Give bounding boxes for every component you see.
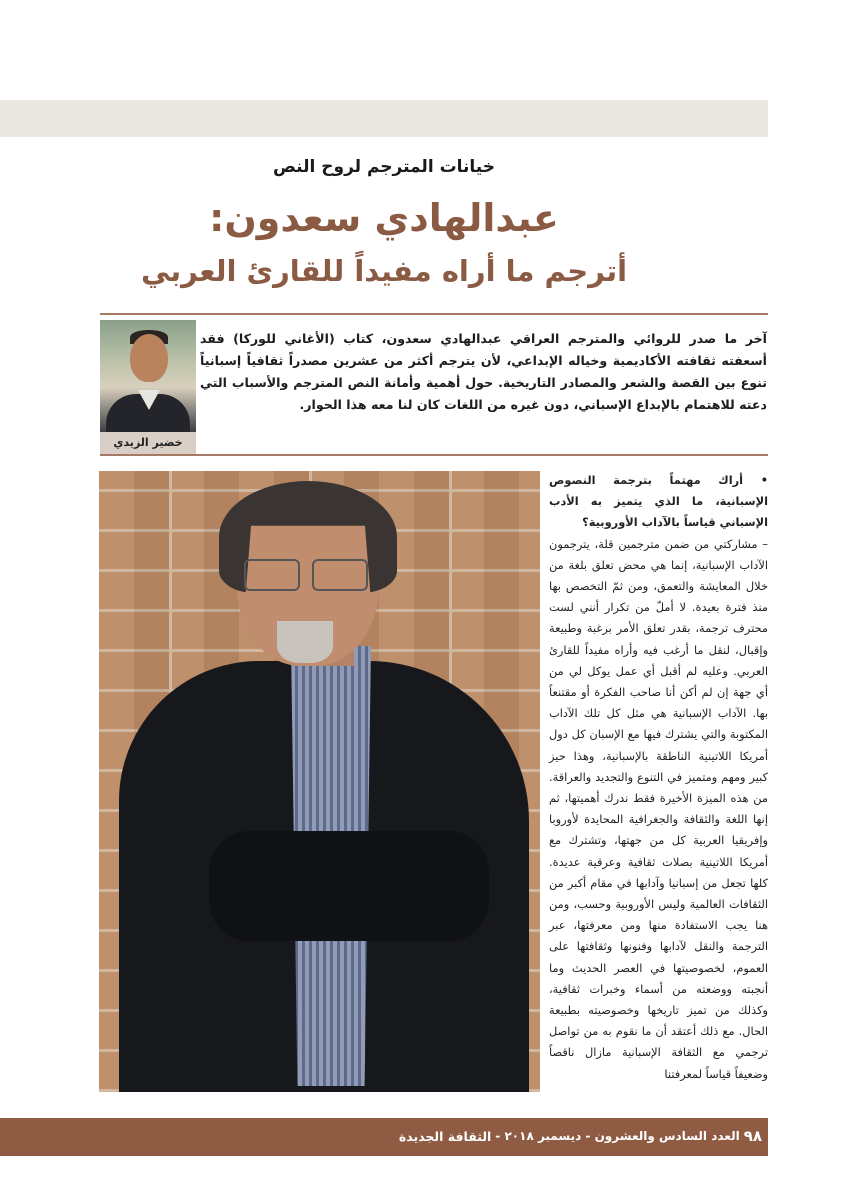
article-headline: عبدالهادي سعدون:: [209, 196, 559, 240]
intro-bottom-rule: [100, 454, 768, 456]
magazine-name: الثقافة الجديدة: [398, 1128, 492, 1144]
page-number: ٩٨: [743, 1127, 762, 1145]
author-caption: خضير الزيدي: [100, 432, 196, 454]
interviewee-photo: [99, 471, 540, 1092]
author-photo: [100, 320, 196, 432]
interview-column: [549, 470, 768, 1085]
interview-answer: – مشاركتي من ضمن مترجمين قلة، يترجمون الآداب الإسبانية، إنما هي محض تعلق بلغة من خلال المعايشة والتعمق، ومن ثمّ التخصص بها منذ فترة بعيدة. لا أملّ من تكرار أنني لست محترف ترجمة، بقدر تعلق الأمر برغبة وطبيعة وإقبال، لنقل ما أرغب فيه وأراه مفيداً للقارئ العربي. وعليه لم أقبل أي عمل يوكل لي من أي جهة إن لم أكن أنا صاحب الفكرة أو مقتنعاً بها. الآداب الإسبانية هي مثل كل تلك الآداب المكتوبة والتي يشترك فيها مع الإسبان كل دول أمريكا اللاتينية الناطقة بالإسبانية، وهذا حيز كبير ومهم ومتميز في التنوع والتجديد والعراقة. من هذه الميزة الأخيرة فقط ندرك أهميتها، ثم إنها اللغة والثقافة والجغرافية المحايدة لأوروبا وإفريقيا العربية كل من جهتها، وتشترك مع أمريكا اللاتينية بصلات ثقافية وعرقية عديدة. كلها تجعل من إسبانيا وآدابها في مقام أكبر من الثقافات العالمية وليس الأوروبية وحسب، ومن هنا يجب الاستفادة منها ومن معرفتها، عبر الترجمة والنقل لآدابها وفنونها وثقافتها على العموم، لخصوصيتها في العصر الحديث وما أنجبته ووضعته من أسماء وخبرات ثقافية، وكذلك من تميز تاريخها وخصوصيته بطبيعة الحال. مع ذلك أعتقد أن ما نقوم به من تواصل ترجمي مع الثقافة الإسبانية مازال ناقصاً وضعيفاً قياساً لمعرفتنا: [549, 536, 768, 1081]
page-footer: [0, 1118, 768, 1156]
intro-paragraph: آخر ما صدر للروائي والمترجم العراقي عبدالهادي سعدون، كتاب (الأغاني للوركا) فقد أسعفته ثقافته الأكاديمية وخياله الإبداعي، لأن يترجم أكثر من عشرين مصدراً ثقافياً إسبانياً تنوع بين القصة والشعر والمصادر التاريخية. حول أهمية وأمانة النص المترجم والأسباب التي دعته للاهتمام بالإبداع الإسباني، دون غيره من اللغات كان لنا معه هذا الحوار.: [200, 331, 767, 412]
intro-top-rule: [100, 313, 768, 315]
article-kicker: خيانات المترجم لروح النص: [272, 157, 495, 177]
issue-info: العدد السادس والعشرون - ديسمبر ٢٠١٨ -: [495, 1129, 740, 1143]
interview-question: • أراك مهتماً بترجمة النصوص الإسبانية، ما الذي يتميز به الأدب الإسباني قياساً بالآداب الأوروبية؟: [549, 473, 768, 530]
top-band: [0, 100, 768, 137]
article-subheadline: أترجم ما أراه مفيداً للقارئ العربي: [140, 254, 628, 288]
